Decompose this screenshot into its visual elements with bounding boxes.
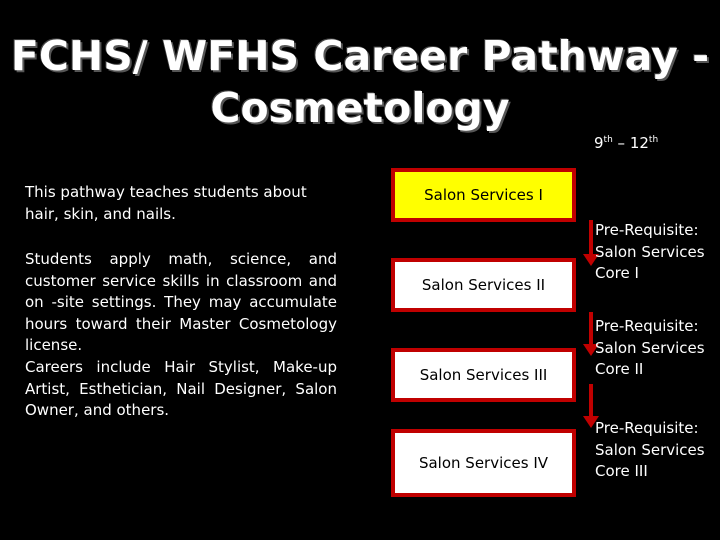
- course-box-salon-services-3: [391, 348, 576, 402]
- grade-range: [594, 134, 658, 152]
- title-line-2: Cosmetology: [210, 84, 510, 132]
- prerequisite-course: Salon Services: [595, 338, 705, 357]
- prerequisite-course: Salon Services: [595, 440, 705, 459]
- course-box-salon-services-4: [391, 429, 576, 497]
- prerequisite-course: Salon Services: [595, 242, 705, 261]
- description-skills: Students apply math, science, and customer service skills in classroom and on -site settings. They may accumulate hours toward their Master Cosmetology license.: [25, 250, 337, 354]
- prerequisite-note-1: [595, 220, 715, 285]
- course-label: Salon Services I: [424, 186, 543, 204]
- prerequisite-heading: Pre-Requisite:: [595, 317, 699, 335]
- grade-end: 12: [629, 134, 649, 152]
- prerequisite-level: Core I: [595, 264, 639, 282]
- prerequisite-level: Core III: [595, 462, 648, 480]
- course-box-salon-services-1: [391, 168, 576, 222]
- grade-start-suffix: th: [603, 135, 613, 145]
- prerequisite-heading: Pre-Requisite:: [595, 221, 699, 239]
- course-label: Salon Services II: [421, 276, 546, 294]
- course-label: Salon Services III: [419, 366, 548, 384]
- grade-end-suffix: th: [648, 135, 659, 145]
- description-careers: Careers include Hair Stylist, Make-up Artist, Esthetician, Nail Designer, Salon Owner, and others.: [25, 358, 337, 419]
- prerequisite-heading: Pre-Requisite:: [595, 419, 699, 437]
- description-overview: This pathway teaches students about hair, skin, and nails.: [25, 183, 307, 223]
- page-title: [0, 30, 720, 134]
- grade-separator: –: [612, 134, 630, 152]
- prerequisite-level: Core II: [595, 360, 644, 378]
- course-box-salon-services-2: [391, 258, 576, 312]
- prerequisite-note-3: [595, 418, 715, 483]
- prerequisite-note-2: [595, 316, 715, 381]
- course-label: Salon Services IV: [418, 454, 549, 472]
- title-line-1: FCHS/ WFHS Career Pathway -: [10, 32, 710, 80]
- grade-start: 9: [594, 134, 604, 152]
